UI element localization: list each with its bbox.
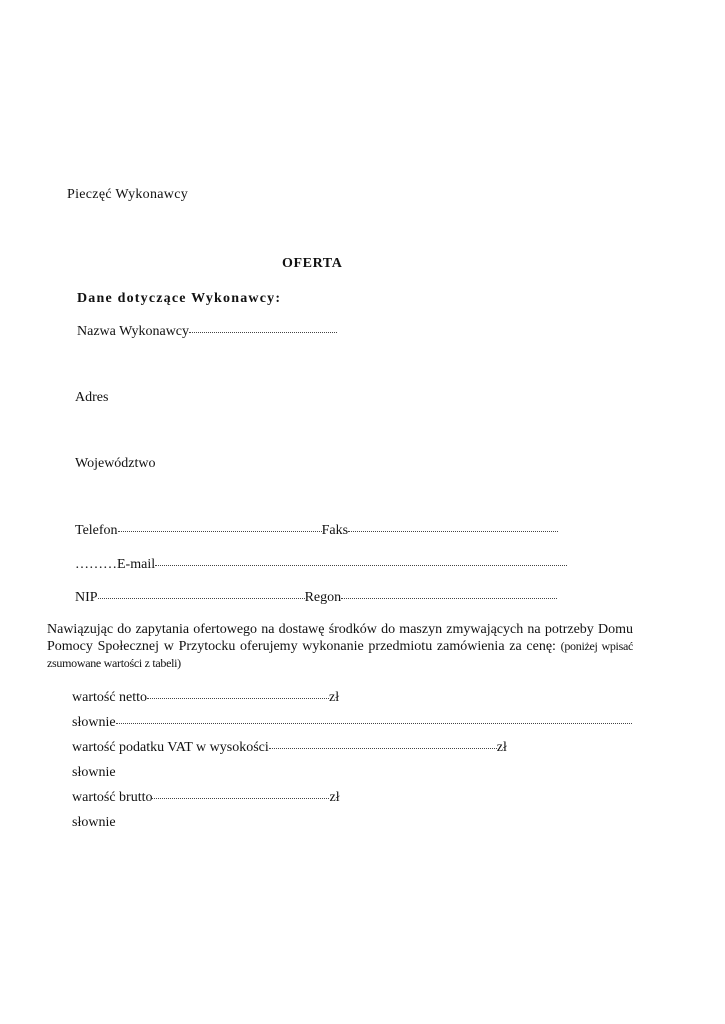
address-label: Adres xyxy=(75,390,109,405)
contractor-name-field[interactable] xyxy=(77,324,337,340)
gross-value-label: wartość brutto xyxy=(72,790,153,805)
gross-words-label: słownie xyxy=(72,815,116,830)
vat-words-label: słownie xyxy=(72,765,116,780)
net-value-label: wartość netto xyxy=(72,690,148,705)
net-words-label: słownie xyxy=(72,715,116,730)
net-value-row xyxy=(72,690,339,706)
phone-blank[interactable] xyxy=(118,530,322,532)
address-field[interactable] xyxy=(75,390,108,406)
contractor-name-blank[interactable] xyxy=(189,331,337,333)
vat-value-blank[interactable] xyxy=(269,747,497,749)
nip-label: NIP xyxy=(75,590,98,605)
net-currency: zł xyxy=(329,690,340,705)
regon-label: Regon xyxy=(304,590,342,605)
intro-note: (poniżej wpisać zsumowane wartości z tabeli) xyxy=(47,639,634,670)
nip-blank[interactable] xyxy=(98,597,305,599)
contractor-name-label: Nazwa Wykonawcy xyxy=(77,324,190,339)
nip-regon-row xyxy=(75,590,557,606)
intro-paragraph xyxy=(47,622,633,672)
voivodeship-field[interactable] xyxy=(75,456,156,472)
net-words-blank[interactable] xyxy=(116,722,632,724)
net-value-blank[interactable] xyxy=(147,697,329,699)
intro-text: Nawiązując do zapytania ofertowego na dostawę środków do maszyn zmywających na potrzeby Domu Pomocy Społecznej w Przytocku oferujemy wykonanie przedmiotu zamówienia za cenę: xyxy=(47,622,633,654)
email-prefix-dots: ……… xyxy=(75,557,117,572)
vat-value-row xyxy=(72,740,507,756)
net-words-row xyxy=(72,715,632,731)
regon-blank[interactable] xyxy=(341,597,557,599)
gross-value-blank[interactable] xyxy=(152,797,329,799)
email-blank[interactable] xyxy=(155,564,567,566)
email-row xyxy=(75,557,567,573)
section-heading: Dane dotyczące Wykonawcy: xyxy=(77,291,282,306)
stamp-label: Pieczęć Wykonawcy xyxy=(67,187,189,202)
email-label: E-mail xyxy=(117,557,156,572)
vat-currency: zł xyxy=(496,740,507,755)
gross-value-row xyxy=(72,790,340,806)
page-title: OFERTA xyxy=(282,256,343,271)
phone-label: Telefon xyxy=(75,523,118,538)
vat-words-row xyxy=(72,765,116,781)
phone-fax-row xyxy=(75,523,558,539)
fax-blank[interactable] xyxy=(348,530,558,532)
gross-words-row xyxy=(72,815,116,831)
voivodeship-label: Województwo xyxy=(75,456,156,471)
vat-value-label: wartość podatku VAT w wysokości xyxy=(72,740,269,755)
fax-label: Faks xyxy=(321,523,349,538)
gross-currency: zł xyxy=(329,790,340,805)
